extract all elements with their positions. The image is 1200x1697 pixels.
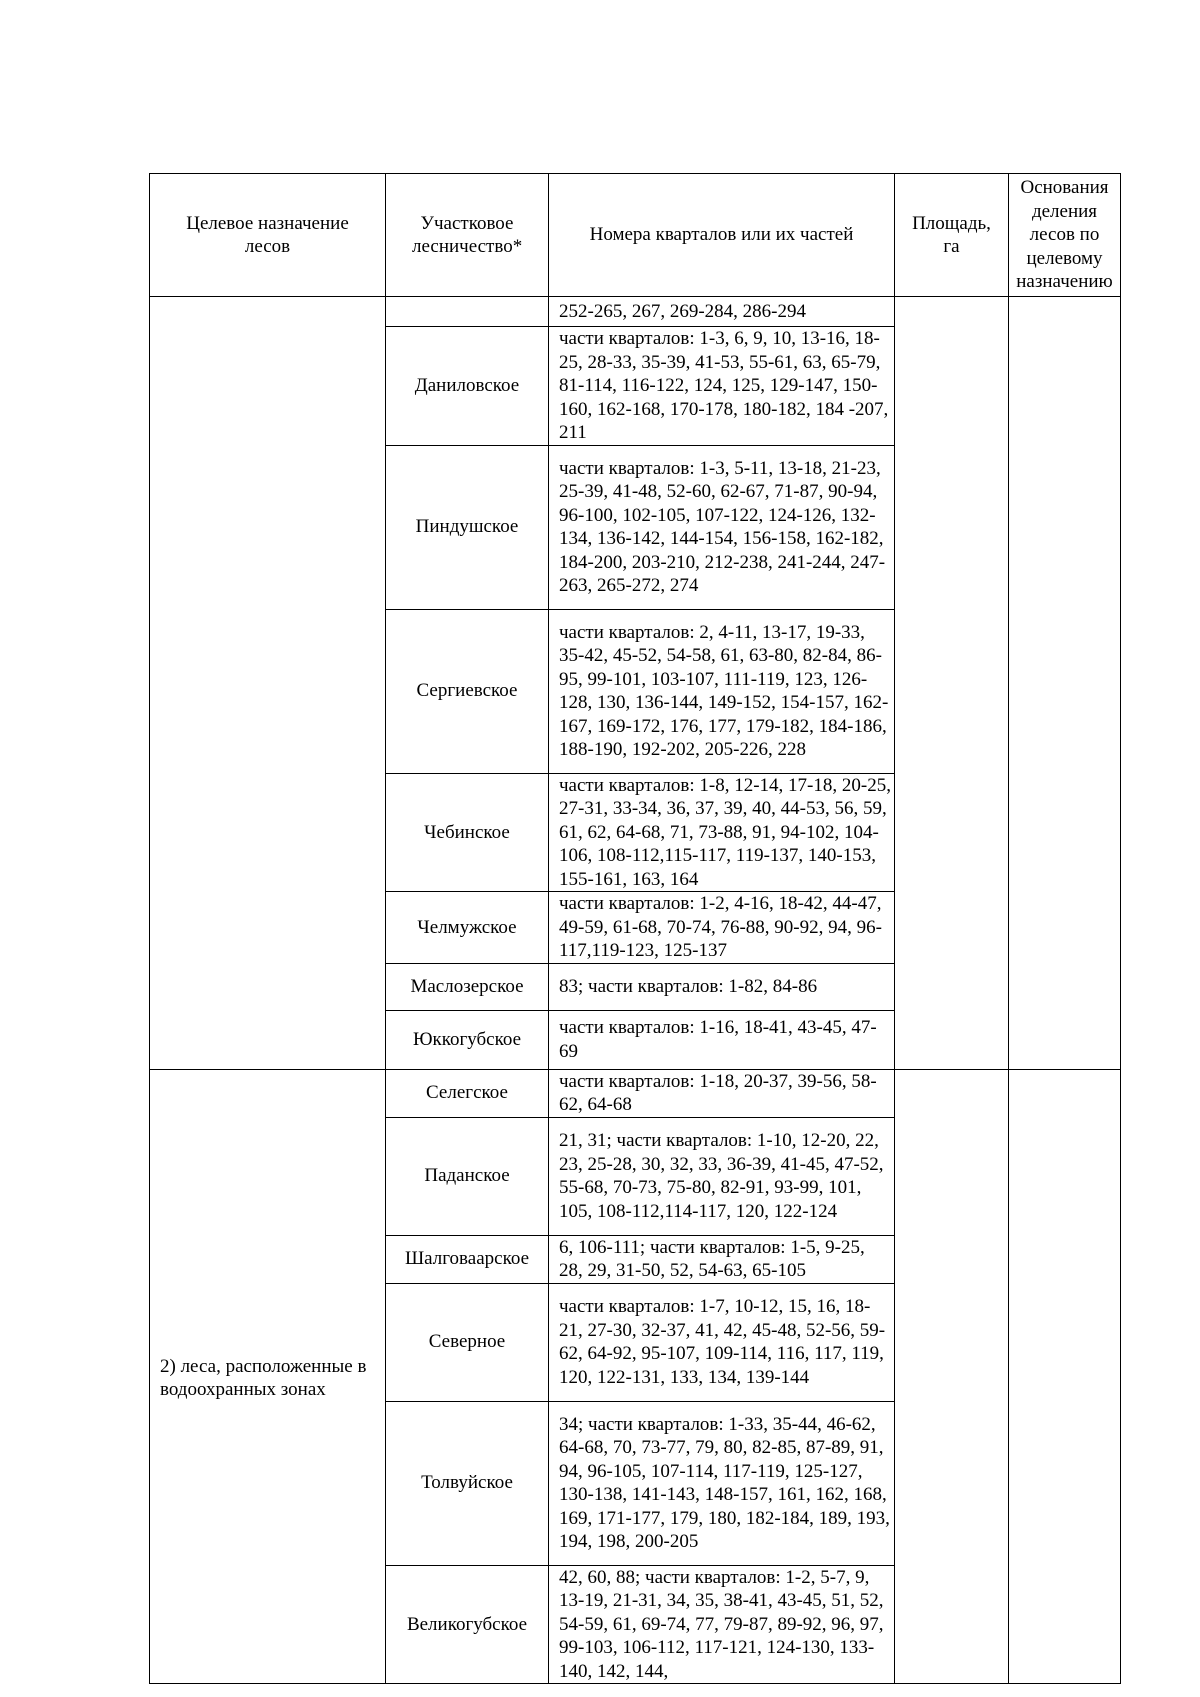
quarters-cell: 34; части кварталов: 1-33, 35-44, 46-62, 64-68, 70, 73-77, 79, 80, 82-85, 87-89, 91, 94, 96-105, 107-114, 117-119, 125-127, 130-138, 141-143, 148-157, 161, 162, 168, 169, 171-177, 179, 180, 182-184, 189, 193, 194, 198, 200-205 bbox=[549, 1401, 895, 1565]
area-cell bbox=[895, 1069, 1009, 1684]
header-basis: Основания деления лесов по целевому назначению bbox=[1009, 174, 1121, 297]
quarters-cell: части кварталов: 1-7, 10-12, 15, 16, 18-21, 27-30, 32-37, 41, 42, 45-48, 52-56, 59-62, 64-92, 95-107, 109-114, 116, 117, 119, 120, 122-131, 133, 134, 139-144 bbox=[549, 1283, 895, 1401]
quarters-cell: части кварталов: 1-2, 4-16, 18-42, 44-47, 49-59, 61-68, 70-74, 76-88, 90-92, 94, 96-117,119-123, 125-137 bbox=[549, 892, 895, 964]
header-quarters: Номера кварталов или их частей bbox=[549, 174, 895, 297]
table-row bbox=[150, 297, 1121, 327]
quarters-cell: 83; части кварталов: 1-82, 84-86 bbox=[549, 963, 895, 1010]
forestry-cell: Маслозерское bbox=[386, 963, 549, 1010]
basis-cell bbox=[1009, 297, 1121, 1070]
purpose-cell: 2) леса, расположенные в водоохранных зонах bbox=[150, 1069, 386, 1684]
forestry-cell: Сергиевское bbox=[386, 609, 549, 773]
area-cell bbox=[895, 297, 1009, 1070]
quarters-cell: части кварталов: 1-8, 12-14, 17-18, 20-25, 27-31, 33-34, 36, 37, 39, 40, 44-53, 56, 59, 61, 62, 64-68, 71, 73-88, 91, 94-102, 104-106, 108-112,115-117, 119-137, 140-153, 155-161, 163, 164 bbox=[549, 773, 895, 892]
quarters-cell: 21, 31; части кварталов: 1-10, 12-20, 22, 23, 25-28, 30, 32, 33, 36-39, 41-45, 47-52, 55-68, 70-73, 75-80, 82-91, 93-99, 101, 105, 108-112,114-117, 120, 122-124 bbox=[549, 1117, 895, 1235]
quarters-cell: 42, 60, 88; части кварталов: 1-2, 5-7, 9, 13-19, 21-31, 34, 35, 38-41, 43-45, 51, 52, 54-59, 61, 69-74, 77, 79-87, 89-92, 96, 97, 99-103, 106-112, 117-121, 124-130, 133-140, 142, 144, bbox=[549, 1565, 895, 1684]
forestry-cell: Юккогубское bbox=[386, 1010, 549, 1069]
forest-purpose-table bbox=[149, 173, 1121, 1684]
header-forestry: Участковое лесничество* bbox=[386, 174, 549, 297]
forestry-cell: Селегское bbox=[386, 1069, 549, 1117]
forestry-cell: Даниловское bbox=[386, 327, 549, 446]
header-purpose: Целевое назначение лесов bbox=[150, 174, 386, 297]
forestry-cell: Паданское bbox=[386, 1117, 549, 1235]
quarters-cell: 252-265, 267, 269-284, 286-294 bbox=[549, 297, 895, 327]
forestry-cell: Северное bbox=[386, 1283, 549, 1401]
quarters-cell: 6, 106-111; части кварталов: 1-5, 9-25, 28, 29, 31-50, 52, 54-63, 65-105 bbox=[549, 1235, 895, 1283]
header-area: Площадь, га bbox=[895, 174, 1009, 297]
quarters-cell: части кварталов: 1-3, 5-11, 13-18, 21-23, 25-39, 41-48, 52-60, 62-67, 71-87, 90-94, 96-100, 102-105, 107-122, 124-126, 132-134, 136-142, 144-154, 156-158, 162-182, 184-200, 203-210, 212-238, 241-244, 247-263, 265-272, 274 bbox=[549, 445, 895, 609]
table-header-row bbox=[150, 174, 1121, 297]
quarters-cell: части кварталов: 1-3, 6, 9, 10, 13-16, 18-25, 28-33, 35-39, 41-53, 55-61, 63, 65-79, 81-114, 116-122, 124, 125, 129-147, 150-160, 162-168, 170-178, 180-182, 184 -207, 211 bbox=[549, 327, 895, 446]
forestry-cell: Челмужское bbox=[386, 892, 549, 964]
quarters-cell: части кварталов: 2, 4-11, 13-17, 19-33, 35-42, 45-52, 54-58, 61, 63-80, 82-84, 86-95, 99-101, 103-107, 111-119, 123, 126-128, 130, 136-144, 149-152, 154-157, 162-167, 169-172, 176, 177, 179-182, 184-186, 188-190, 192-202, 205-226, 228 bbox=[549, 609, 895, 773]
forestry-cell bbox=[386, 297, 549, 327]
forestry-cell: Толвуйское bbox=[386, 1401, 549, 1565]
forestry-cell: Пиндушское bbox=[386, 445, 549, 609]
forestry-cell: Чебинское bbox=[386, 773, 549, 892]
forestry-cell: Великогубское bbox=[386, 1565, 549, 1684]
purpose-cell bbox=[150, 297, 386, 1070]
quarters-cell: части кварталов: 1-18, 20-37, 39-56, 58-62, 64-68 bbox=[549, 1069, 895, 1117]
forestry-cell: Шалговаарское bbox=[386, 1235, 549, 1283]
basis-cell bbox=[1009, 1069, 1121, 1684]
table-row bbox=[150, 1069, 1121, 1117]
quarters-cell: части кварталов: 1-16, 18-41, 43-45, 47-69 bbox=[549, 1010, 895, 1069]
